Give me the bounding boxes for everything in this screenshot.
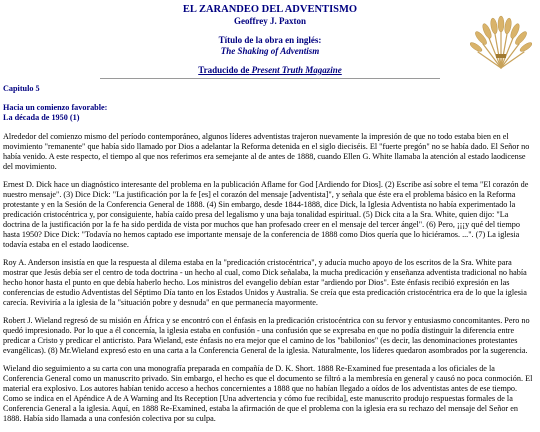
chapter-content: [3, 84, 536, 432]
paragraph-1: Alrededor del comienzo mismo del período contemporáneo, algunos líderes adventistas trajeron nuevamente la impresión de que no todo estaba bien en el movimiento "remanente" que había sido llamado por Dios a adelantar la Reforma detenida en el siglo dieciséis. El "fuerte pregón" no se había dado. El Señor no había venido. A este respecto, el tiempo al que nos referimos era semejante al de antes de 1888, cuando Ellen G. White llamaba la atención al estado laodicense del movimiento.: [3, 132, 530, 171]
paragraph-4: Robert J. Wieland regresó de su misión en África y se encontró con el énfasis en la predicación cristocéntrica con su fervor y entusiasmo concomitantes. Pero no quedó impresionado. Por lo que a él concernía, la iglesia estaba en confusión - una confusión que se expresaba en que no podía distinguir la diferencia entre predicar a Cristo y predicar el anticristo. Para Wieland, este énfasis no era mejor que el camino de los "babilonios" (es decir, las denominaciones protestantes evangélicas). (8) Mr.Wieland expresó esto en una carta a la Conferencia General de la iglesia. Naturalmente, los líderes quedaron asombrados por la sugerencia.: [3, 316, 530, 355]
chapter-heading: Capitulo 5: [3, 84, 40, 93]
section-heading-line1: Hacia un comienzo favorable:: [3, 103, 108, 112]
translation-source: Present Truth Magazine: [251, 65, 342, 75]
book-title: EL ZARANDEO DEL ADVENTISMO: [182, 4, 358, 15]
paragraph-2: Ernest D. Dick hace un diagnóstico interesante del problema en la publicación Aflame for God [Ardiendo for Dios]. (2) Escribe así sobre el tema "El corazón de nuestro mensaje". (3) Dice Dick: "La justificación por la fe [es] el corazón del mensaje [adventista]", y señala que éste era el problema básico en la Reforma protestante y en la Sesión de la Conferencia General de 1888. (4) Sin embargo, desde 1844-1888, dice Dick, la Iglesia Adventista no había experimentado la predicación cristocéntrica y, por consiguiente, había caído presa del legalismo y una baja tonalidad espiritual. (5) Dick cita a la Sra. White, quien dijo: "La doctrina de la justificación por la fe ha sido perdida de vista por muchos que han profesado creer en el mensaje del tercer ángel". (6) Pero, ¡¡¡y qué del tiempo hasta 1950? Dice Dick: "Todavía no hemos captado ese importante mensaje de la conferencia de 1888 como Dios quería que lo hiciéramos. ...". (7) La iglesia todavía estaba en el estado laodicense.: [3, 180, 529, 249]
book-author: Geoffrey J. Paxton: [233, 16, 307, 26]
header-divider: [100, 78, 440, 79]
paragraph-5: Wieland dio seguimiento a su carta con una monografía preparada en compañía de D. K. Short. 1888 Re-Examined fue presentada a los oficiales de la Conferencia General como un manuscrito privado. Sin embargo, el hecho es que el documento se filtró a la membresía en general y causó no poca conmoción. El material era explosivo. Los autores habían tenido acceso a hechos concernientes a 1888 que no habían llegado a oídos de los adventistas antes de ese tiempo. Como se indica en el Apéndice A de A Warning and Its Reception [Una advertencia y cómo fue recibida], este manuscrito produjo respuestas formales de la Conferencia General a la iglesia. Aquí, en 1888 Re-Examined, estaba la afirmación de que el problema con la iglesia era su rechazo del mensaje del Señor en 1888. Había sido llamada a una confesión colectiva por su culpa.: [3, 364, 533, 423]
section-heading-line2: La década de 1950 (1): [3, 113, 80, 122]
original-title-label: Título de la obra en inglés:: [218, 35, 322, 45]
wheat-sheaf-icon: [470, 6, 532, 70]
title-block: [0, 4, 540, 76]
translation-label: Traducido de: [198, 65, 250, 75]
page-header: [0, 4, 540, 76]
translation-credit[interactable]: [0, 65, 540, 76]
section-heading: [3, 103, 536, 123]
paragraph-3: Roy A. Anderson insistía en que la respuesta al dilema estaba en la "predicación cristocéntrica", y aducía mucho apoyo de los escritos de la Sra. White para mostrar que Jesús debía ser el centro de toda doctrina - un hecho al cual, como Dick señalaba, la mucha predicación y enseñanza adventista tradicional no había hecho honor hasta el punto en que debía haberlo hecho. Los ministros del evangelio debían estar "ardiendo por Dios". Este énfasis recibió expresión en las conferencias de estudio Adventistas del Séptimo Día tanto en los Estados Unidos y Australia. Se creía que esta predicación cristocéntrica era de lo que la iglesia carecía. Reviviría a la iglesia de la "situación pobre y desnuda" en que permanecía mayormente.: [3, 258, 527, 307]
original-title: The Shaking of Adventism: [220, 46, 320, 56]
